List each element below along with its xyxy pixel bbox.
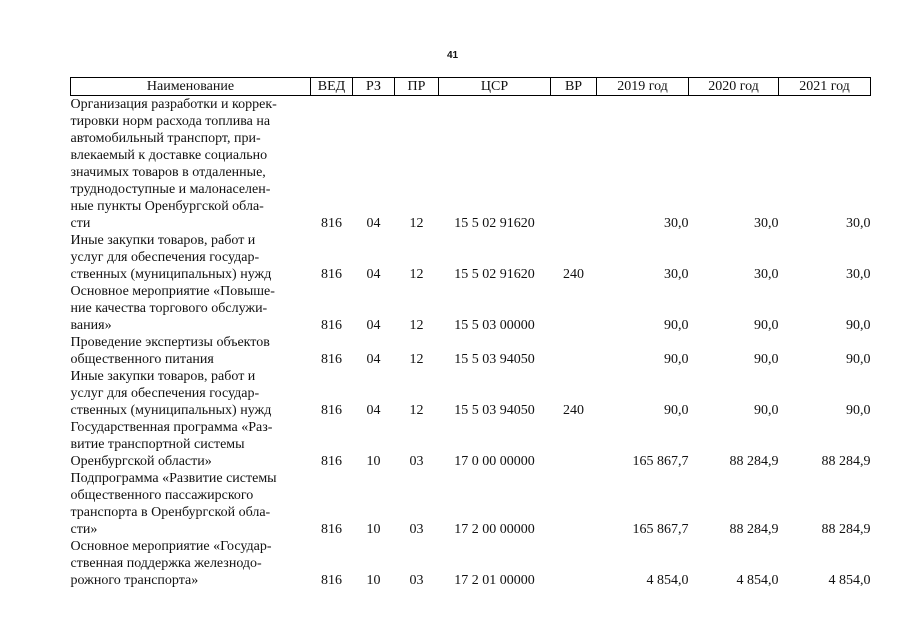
amount-2019-cell: 90,0 <box>664 403 689 418</box>
budget-table <box>70 77 871 589</box>
vr-cell <box>551 283 597 334</box>
pr-cell: 12 <box>409 216 424 231</box>
item-name-line: сти» <box>70 522 98 537</box>
header-rz: РЗ <box>353 78 395 96</box>
table-row <box>71 334 871 368</box>
item-name-line: рожного транспорта» <box>70 573 199 588</box>
amount-2021-cell: 90,0 <box>846 352 871 367</box>
table-row <box>71 368 871 419</box>
rz-cell: 10 <box>366 522 381 537</box>
item-name-line: общественного питания <box>70 352 214 367</box>
item-name-cell <box>71 283 311 334</box>
item-name-line: Подпрограмма «Развитие системы <box>70 471 277 486</box>
item-name-cell <box>71 232 311 283</box>
amount-2020-cell: 90,0 <box>754 403 779 418</box>
item-name-line: транспорта в Оренбургской обла- <box>70 505 271 520</box>
amount-2021-cell: 88 284,9 <box>821 454 871 469</box>
rz-cell: 04 <box>366 318 381 333</box>
item-name-line: влекаемый к доставке социально <box>70 148 268 163</box>
item-name-line: вания» <box>70 318 112 333</box>
table-header-row <box>71 78 871 96</box>
pr-cell: 03 <box>409 573 424 588</box>
csr-cell: 15 5 03 00000 <box>454 318 535 333</box>
csr-cell: 15 5 03 94050 <box>454 352 535 367</box>
item-name-line: витие транспортной системы <box>70 437 245 452</box>
vr-cell: 240 <box>563 403 584 418</box>
table-row <box>71 232 871 283</box>
amount-2019-cell: 30,0 <box>664 267 689 282</box>
csr-cell: 17 2 01 00000 <box>454 573 535 588</box>
pr-cell: 12 <box>409 267 424 282</box>
pr-cell: 03 <box>409 454 424 469</box>
item-name-cell <box>71 334 311 368</box>
item-name-line: Оренбургской области» <box>70 454 212 469</box>
amount-2020-cell: 90,0 <box>754 318 779 333</box>
table-row <box>71 470 871 538</box>
item-name-cell <box>71 538 311 589</box>
amount-2021-cell: 30,0 <box>846 216 871 231</box>
item-name-cell <box>71 419 311 470</box>
table-row <box>71 283 871 334</box>
header-name: Наименование <box>71 78 311 96</box>
rz-cell: 04 <box>366 352 381 367</box>
item-name-line: ственная поддержка железнодо- <box>70 556 262 571</box>
item-name-line: общественного пассажирского <box>70 488 254 503</box>
vr-cell <box>551 538 597 589</box>
header-pr: ПР <box>395 78 439 96</box>
item-name-cell <box>71 96 311 233</box>
item-name-line: услуг для обеспечения государ- <box>70 386 260 401</box>
csr-cell: 15 5 02 91620 <box>454 267 535 282</box>
ved-cell: 816 <box>321 318 342 333</box>
ved-cell: 816 <box>321 522 342 537</box>
amount-2020-cell: 4 854,0 <box>736 573 779 588</box>
item-name-line: ственных (муниципальных) нужд <box>70 267 272 282</box>
vr-cell <box>551 334 597 368</box>
amount-2021-cell: 30,0 <box>846 267 871 282</box>
table-body <box>71 96 871 590</box>
vr-cell <box>551 419 597 470</box>
item-name-line: автомобильный транспорт, при- <box>70 131 261 146</box>
item-name-line: тировки норм расхода топлива на <box>70 114 271 129</box>
item-name-line: Основное мероприятие «Государ- <box>70 539 272 554</box>
item-name-line: ние качества торгового обслужи- <box>70 301 268 316</box>
header-vr: ВР <box>551 78 597 96</box>
rz-cell: 04 <box>366 216 381 231</box>
item-name-line: ные пункты Оренбургской обла- <box>70 199 264 214</box>
ved-cell: 816 <box>321 454 342 469</box>
header-2020: 2020 год <box>689 78 779 96</box>
amount-2019-cell: 90,0 <box>664 318 689 333</box>
amount-2019-cell: 90,0 <box>664 352 689 367</box>
amount-2019-cell: 4 854,0 <box>646 573 689 588</box>
vr-cell <box>551 470 597 538</box>
csr-cell: 15 5 03 94050 <box>454 403 535 418</box>
vr-cell <box>551 96 597 233</box>
vr-cell: 240 <box>563 267 584 282</box>
item-name-line: Проведение экспертизы объектов <box>70 335 270 350</box>
item-name-cell <box>71 470 311 538</box>
item-name-line: значимых товаров в отдаленные, <box>70 165 266 180</box>
amount-2019-cell: 165 867,7 <box>632 454 689 469</box>
ved-cell: 816 <box>321 216 342 231</box>
rz-cell: 10 <box>366 454 381 469</box>
header-2021: 2021 год <box>779 78 871 96</box>
amount-2021-cell: 90,0 <box>846 403 871 418</box>
csr-cell: 17 2 00 00000 <box>454 522 535 537</box>
ved-cell: 816 <box>321 267 342 282</box>
ved-cell: 816 <box>321 403 342 418</box>
ved-cell: 816 <box>321 352 342 367</box>
amount-2020-cell: 90,0 <box>754 352 779 367</box>
header-2019: 2019 год <box>597 78 689 96</box>
rz-cell: 10 <box>366 573 381 588</box>
item-name-line: услуг для обеспечения государ- <box>70 250 260 265</box>
item-name-line: Основное мероприятие «Повыше- <box>70 284 275 299</box>
item-name-line: Организация разработки и коррек- <box>70 97 277 112</box>
csr-cell: 17 0 00 00000 <box>454 454 535 469</box>
item-name-line: труднодоступные и малонаселен- <box>70 182 271 197</box>
rz-cell: 04 <box>366 267 381 282</box>
page-number: 41 <box>446 50 459 61</box>
rz-cell: 04 <box>366 403 381 418</box>
amount-2020-cell: 88 284,9 <box>729 454 779 469</box>
item-name-line: сти <box>70 216 91 231</box>
amount-2021-cell: 88 284,9 <box>821 522 871 537</box>
item-name-line: ственных (муниципальных) нужд <box>70 403 272 418</box>
pr-cell: 03 <box>409 522 424 537</box>
amount-2019-cell: 30,0 <box>664 216 689 231</box>
header-ved: ВЕД <box>311 78 353 96</box>
table-row <box>71 96 871 233</box>
item-name-line: Иные закупки товаров, работ и <box>70 233 256 248</box>
amount-2020-cell: 30,0 <box>754 216 779 231</box>
amount-2021-cell: 90,0 <box>846 318 871 333</box>
ved-cell: 816 <box>321 573 342 588</box>
amount-2019-cell: 165 867,7 <box>632 522 689 537</box>
table-row <box>71 419 871 470</box>
pr-cell: 12 <box>409 318 424 333</box>
header-csr: ЦСР <box>439 78 551 96</box>
item-name-line: Иные закупки товаров, работ и <box>70 369 256 384</box>
amount-2020-cell: 88 284,9 <box>729 522 779 537</box>
item-name-line: Государственная программа «Раз- <box>70 420 273 435</box>
pr-cell: 12 <box>409 352 424 367</box>
item-name-cell <box>71 368 311 419</box>
amount-2021-cell: 4 854,0 <box>828 573 871 588</box>
csr-cell: 15 5 02 91620 <box>454 216 535 231</box>
table-row <box>71 538 871 589</box>
amount-2020-cell: 30,0 <box>754 267 779 282</box>
pr-cell: 12 <box>409 403 424 418</box>
